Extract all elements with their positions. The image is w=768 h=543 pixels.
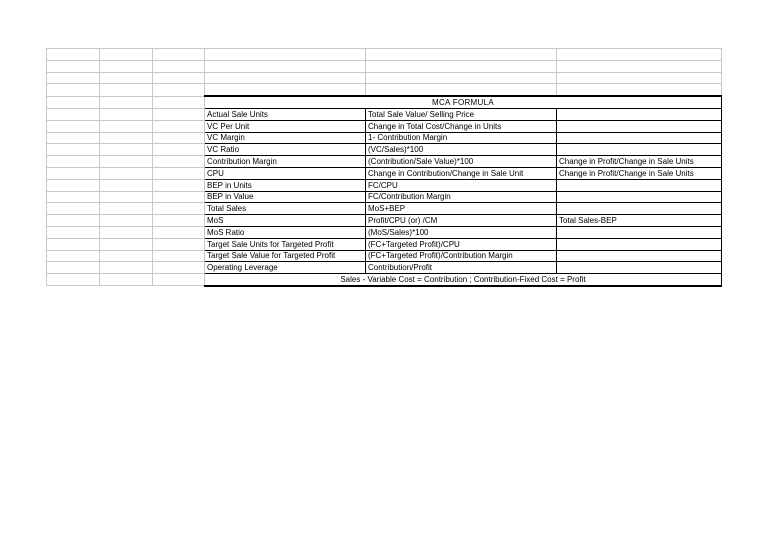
formula-cell[interactable]: (VC/Sales)*100 [366,144,557,156]
empty-cell[interactable] [153,49,205,61]
term-cell[interactable]: BEP in Value [205,191,366,203]
empty-cell[interactable] [47,191,100,203]
empty-cell[interactable] [153,108,205,120]
empty-cell[interactable] [100,144,153,156]
term-cell[interactable]: VC Per Unit [205,120,366,132]
empty-cell[interactable] [100,72,153,84]
empty-cell[interactable] [47,72,100,84]
alt-formula-cell[interactable] [557,132,722,144]
empty-cell[interactable] [100,262,153,274]
empty-cell[interactable] [205,72,366,84]
title-row [47,96,722,108]
term-cell[interactable]: Operating Leverage [205,262,366,274]
formula-sheet [46,48,722,287]
empty-cell[interactable] [47,226,100,238]
alt-formula-cell[interactable] [557,203,722,215]
empty-cell[interactable] [100,179,153,191]
formula-cell[interactable]: Change in Contribution/Change in Sale Unit [366,167,557,179]
empty-cell[interactable] [153,191,205,203]
empty-cell[interactable] [47,49,100,61]
empty-cell[interactable] [205,49,366,61]
empty-cell[interactable] [100,250,153,262]
table-row [47,167,722,179]
empty-cell[interactable] [47,274,100,286]
formula-cell[interactable]: Profit/CPU (or) /CM [366,215,557,227]
empty-cell[interactable] [47,132,100,144]
term-cell[interactable]: Actual Sale Units [205,108,366,120]
table-title[interactable]: MCA FORMULA [205,96,722,108]
empty-cell[interactable] [205,84,366,96]
empty-cell[interactable] [100,238,153,250]
empty-cell[interactable] [100,156,153,168]
empty-cell[interactable] [153,262,205,274]
formula-cell[interactable]: (MoS/Sales)*100 [366,226,557,238]
empty-cell[interactable] [153,72,205,84]
empty-cell[interactable] [100,60,153,72]
term-cell[interactable]: MoS [205,215,366,227]
sheet-body [47,49,722,286]
empty-cell[interactable] [47,120,100,132]
alt-formula-cell[interactable] [557,144,722,156]
table-row [47,203,722,215]
empty-row [47,60,722,72]
empty-cell[interactable] [47,60,100,72]
empty-cell[interactable] [153,84,205,96]
empty-cell[interactable] [100,108,153,120]
footer-row [47,274,722,286]
empty-cell[interactable] [153,226,205,238]
alt-formula-cell[interactable] [557,238,722,250]
empty-cell[interactable] [47,144,100,156]
empty-cell[interactable] [153,144,205,156]
term-cell[interactable]: VC Ratio [205,144,366,156]
empty-cell[interactable] [47,203,100,215]
empty-cell[interactable] [100,203,153,215]
empty-cell[interactable] [47,96,100,108]
term-cell[interactable]: Total Sales [205,203,366,215]
empty-cell[interactable] [47,250,100,262]
formula-cell[interactable]: Change in Total Cost/Change in Units [366,120,557,132]
table-row [47,108,722,120]
term-cell[interactable]: Contribution Margin [205,156,366,168]
empty-cell[interactable] [100,215,153,227]
table-row [47,215,722,227]
term-cell[interactable]: MoS Ratio [205,226,366,238]
table-row [47,226,722,238]
alt-formula-cell[interactable] [557,191,722,203]
alt-formula-cell[interactable] [557,120,722,132]
empty-cell[interactable] [153,120,205,132]
table-row [47,156,722,168]
table-row [47,132,722,144]
empty-cell[interactable] [100,120,153,132]
empty-cell[interactable] [557,84,722,96]
empty-cell[interactable] [153,215,205,227]
formula-cell[interactable]: MoS+BEP [366,203,557,215]
term-cell[interactable]: Target Sale Value for Targeted Profit [205,250,366,262]
empty-cell[interactable] [100,191,153,203]
term-cell[interactable]: Target Sale Units for Targeted Profit [205,238,366,250]
empty-cell[interactable] [100,84,153,96]
table-row [47,250,722,262]
empty-cell[interactable] [100,226,153,238]
formula-cell[interactable]: (FC+Targeted Profit)/Contribution Margin [366,250,557,262]
formula-cell[interactable]: (FC+Targeted Profit)/CPU [366,238,557,250]
table-row [47,238,722,250]
empty-cell[interactable] [153,274,205,286]
empty-cell[interactable] [557,72,722,84]
empty-cell[interactable] [47,156,100,168]
empty-cell[interactable] [100,49,153,61]
empty-cell[interactable] [153,96,205,108]
table-row [47,179,722,191]
empty-row [47,72,722,84]
formula-cell[interactable]: FC/Contribution Margin [366,191,557,203]
empty-cell[interactable] [153,167,205,179]
formula-cell[interactable]: (Contribution/Sale Value)*100 [366,156,557,168]
empty-cell[interactable] [153,156,205,168]
empty-cell[interactable] [100,96,153,108]
alt-formula-cell[interactable] [557,226,722,238]
empty-cell[interactable] [47,167,100,179]
formula-cell[interactable]: Contribution/Profit [366,262,557,274]
empty-cell[interactable] [366,60,557,72]
alt-formula-cell[interactable]: Total Sales-BEP [557,215,722,227]
empty-cell[interactable] [205,60,366,72]
empty-cell[interactable] [366,72,557,84]
table-row [47,120,722,132]
alt-formula-cell[interactable] [557,262,722,274]
term-cell[interactable]: BEP in Units [205,179,366,191]
empty-cell[interactable] [100,274,153,286]
empty-cell[interactable] [153,179,205,191]
alt-formula-cell[interactable] [557,179,722,191]
alt-formula-cell[interactable]: Change in Profit/Change in Sale Units [557,156,722,168]
empty-cell[interactable] [100,167,153,179]
empty-row [47,49,722,61]
table-row [47,144,722,156]
empty-cell[interactable] [153,60,205,72]
empty-cell[interactable] [366,49,557,61]
empty-row [47,84,722,96]
alt-formula-cell[interactable]: Change in Profit/Change in Sale Units [557,167,722,179]
empty-cell[interactable] [153,132,205,144]
footer-formula[interactable]: Sales - Variable Cost = Contribution ; Contribution-Fixed Cost = Profit [205,274,722,286]
term-cell[interactable]: CPU [205,167,366,179]
empty-cell[interactable] [153,203,205,215]
empty-cell[interactable] [47,215,100,227]
formula-cell[interactable]: FC/CPU [366,179,557,191]
empty-cell[interactable] [557,60,722,72]
empty-cell[interactable] [47,84,100,96]
empty-cell[interactable] [557,49,722,61]
empty-cell[interactable] [366,84,557,96]
formula-cell[interactable]: 1- Contribution Margin [366,132,557,144]
empty-cell[interactable] [153,238,205,250]
formula-cell[interactable]: Total Sale Value/ Selling Price [366,108,557,120]
term-cell[interactable]: VC Margin [205,132,366,144]
empty-cell[interactable] [47,179,100,191]
table-row [47,191,722,203]
alt-formula-cell[interactable] [557,108,722,120]
table-row [47,262,722,274]
empty-cell[interactable] [47,262,100,274]
empty-cell[interactable] [100,132,153,144]
alt-formula-cell[interactable] [557,250,722,262]
empty-cell[interactable] [47,108,100,120]
empty-cell[interactable] [153,250,205,262]
empty-cell[interactable] [47,238,100,250]
